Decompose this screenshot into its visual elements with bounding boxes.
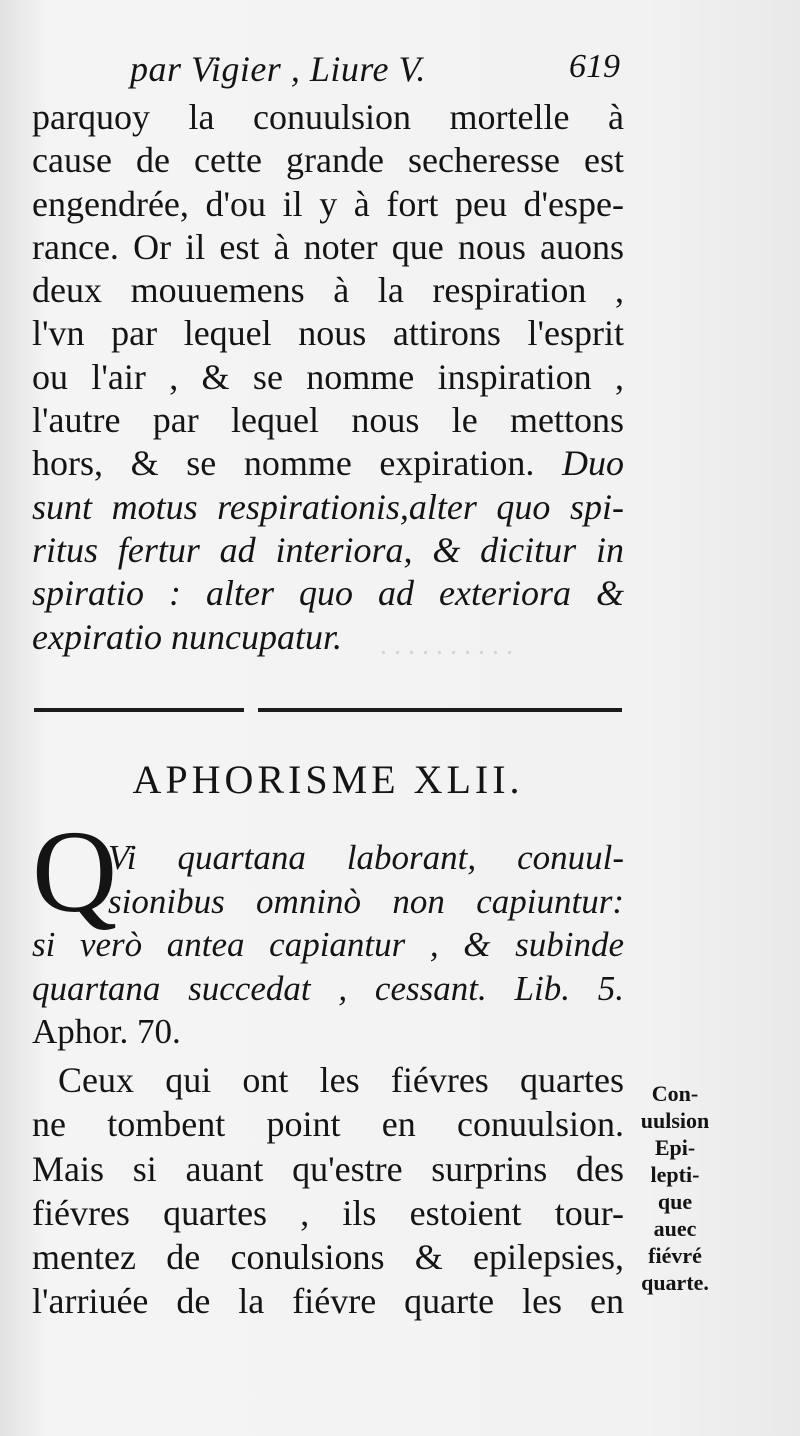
text-line: Mais si auant qu'estre surprins des xyxy=(32,1148,624,1189)
text-line-with-latin xyxy=(32,442,624,485)
margin-note-line: lepti- xyxy=(650,1162,700,1187)
text-line: parquoy la conuulsion mortelle à xyxy=(32,97,624,137)
margin-note-line: uulsion xyxy=(640,1108,710,1133)
page-number: 619 xyxy=(569,48,620,85)
text-line: rance. Or il est à noter que nous auons xyxy=(32,226,624,267)
latin-line: Aphor. 70. xyxy=(32,1012,181,1051)
aphorism-latin xyxy=(32,836,624,1054)
text-line: Ceux qui ont les fiévres quartes xyxy=(58,1060,624,1100)
aphorism-translation xyxy=(32,1058,624,1324)
text-line: l'vn par lequel nous attirons l'esprit xyxy=(32,313,624,354)
latin-line: sionibus omninò non capiuntur: xyxy=(108,881,624,921)
margin-note-line: que xyxy=(657,1189,693,1214)
section-rule-left xyxy=(34,708,244,712)
running-head: par Vigier , Liure V. xyxy=(130,49,426,89)
latin-line: Vi quartana laborant, conuul- xyxy=(108,838,624,877)
margin-note xyxy=(630,1080,720,1296)
latin-line: sunt motus respirationis,alter quo spi- xyxy=(32,486,624,527)
section-rule-right xyxy=(258,708,622,712)
paragraph-respiration xyxy=(32,96,624,659)
latin-line: expiratio nuncupatur. xyxy=(32,616,342,657)
latin-line: ritus fertur ad interiora, & dicitur in xyxy=(32,529,624,570)
text-line: deux mouuemens à la respiration , xyxy=(32,270,624,311)
text-line: ou l'air , & se nomme inspiration , xyxy=(32,356,624,397)
text-line: l'arriuée de la fiévre quarte les en xyxy=(32,1281,624,1322)
text-line: cause de cette grande secheresse est xyxy=(32,140,624,181)
text-line: ne tombent point en conuulsion. xyxy=(32,1104,624,1145)
margin-note-line: auec xyxy=(653,1216,697,1241)
show-through: . . . . . . . . . . xyxy=(380,630,513,661)
latin-segment: Duo xyxy=(562,443,625,484)
text-line: mentez de conulsions & epilepsies, xyxy=(32,1237,624,1278)
running-header xyxy=(130,48,620,98)
latin-line: si verò antea capiantur , & subinde xyxy=(32,925,624,964)
text-line: engendrée, d'ou il y à fort peu d'espe- xyxy=(32,183,624,224)
aphorism-title: APHORISME XLII. xyxy=(132,757,524,802)
margin-note-line: quarte. xyxy=(641,1270,709,1295)
margin-note-line: Con- xyxy=(651,1081,699,1106)
latin-line: spiratio : alter quo ad exteriora & xyxy=(32,573,624,614)
text-segment: hors, & se nomme expiration. xyxy=(32,443,535,484)
margin-note-line: fiévré xyxy=(648,1243,702,1268)
latin-line: quartana succedat , cessant. Lib. 5. xyxy=(32,968,624,1008)
text-line: l'autre par lequel nous le mettons xyxy=(32,400,624,441)
text-line: fiévres quartes , ils estoient tour- xyxy=(32,1192,624,1233)
drop-cap: Q xyxy=(32,806,118,937)
margin-note-line: Epi- xyxy=(654,1135,696,1160)
